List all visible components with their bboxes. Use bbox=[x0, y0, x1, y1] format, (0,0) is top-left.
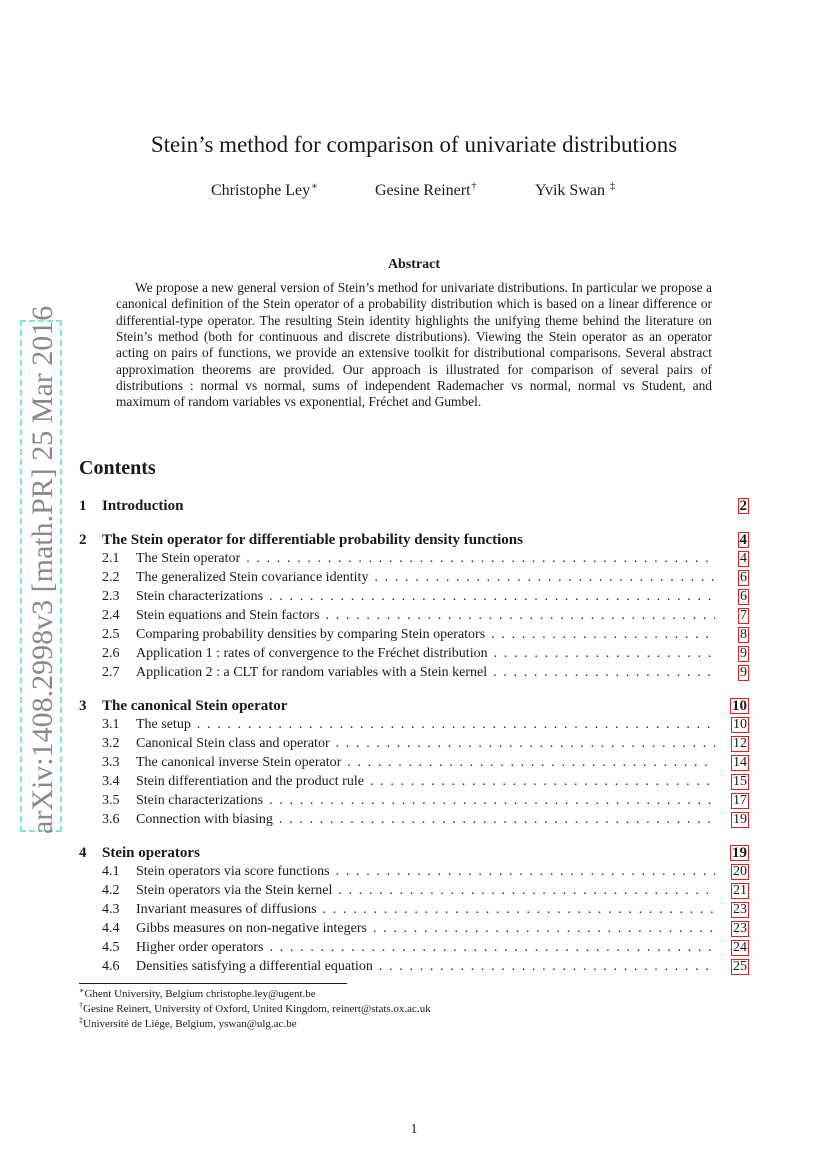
toc-subsection-4-5[interactable] bbox=[79, 939, 749, 957]
toc-page-link[interactable]: 12 bbox=[733, 736, 747, 751]
toc-subsection-entry bbox=[136, 607, 715, 625]
toc-subsection-entry bbox=[136, 664, 715, 682]
footnote-2 bbox=[79, 1003, 431, 1015]
toc-subsection-title: Stein characterizations bbox=[136, 793, 264, 808]
toc-page-link[interactable]: 4 bbox=[739, 532, 747, 548]
toc-page-link[interactable]: 7 bbox=[740, 608, 747, 623]
toc-subsection-number: 4.4 bbox=[102, 921, 120, 936]
toc-subsection-title: Gibbs measures on non-negative integers bbox=[136, 921, 367, 936]
toc-subsection-entry bbox=[136, 773, 715, 791]
toc-page-link[interactable]: 25 bbox=[733, 959, 747, 974]
toc-subsection-2-4[interactable] bbox=[79, 607, 749, 625]
toc-subsection-number: 3.5 bbox=[102, 793, 120, 808]
toc-subsection-3-4[interactable] bbox=[79, 773, 749, 791]
toc-page-link[interactable]: 10 bbox=[732, 698, 747, 714]
toc-subsection-number: 3.4 bbox=[102, 774, 120, 789]
toc-subsection-title: Stein characterizations bbox=[136, 589, 264, 604]
toc-subsection-2-2[interactable] bbox=[79, 569, 749, 587]
toc-subsection-entry bbox=[136, 939, 715, 957]
toc-subsection-2-5[interactable] bbox=[79, 626, 749, 644]
toc-subsection-3-1[interactable] bbox=[79, 716, 749, 734]
author-name: Christophe Ley bbox=[211, 182, 311, 199]
toc-subsection-2-1[interactable] bbox=[79, 550, 749, 568]
toc-subsection-title: The canonical inverse Stein operator bbox=[136, 755, 342, 770]
toc-subsection-number: 2.7 bbox=[102, 665, 120, 680]
author-name: Gesine Reinert bbox=[375, 182, 471, 199]
toc-subsection-number: 3.6 bbox=[102, 812, 120, 827]
footnote-text: Université de Liège, Belgium, yswan@ulg.ac.be bbox=[83, 1018, 297, 1030]
abstract-text: We propose a new general version of Stein’s method for univariate distributions. In particular we propose a canonical definition of the Stein operator of a probability distribution which is based on a linear difference or differential-type operator. The resulting Stein identity highlights the unifying theme behind the literature on Stein’s method (both for continuous and discrete distributions). Viewing the Stein operator as an operator acting on pairs of functions, we provide an extensive toolkit for distributional comparisons. Several abstract approximation theorems are provided. Our approach is illustrated for comparison of several pairs of distributions : normal vs normal, sums of independent Rademacher vs normal, normal vs Student, and maximum of random variables vs exponential, Fréchet and Gumbel. bbox=[116, 280, 712, 410]
toc-subsection-title: Canonical Stein class and operator bbox=[136, 736, 330, 751]
arxiv-stamp[interactable] bbox=[20, 305, 62, 834]
toc-subsection-number: 2.5 bbox=[102, 627, 120, 642]
toc-subsection-3-5[interactable] bbox=[79, 792, 749, 810]
toc-subsection-entry bbox=[136, 569, 715, 587]
toc-subsection-number: 2.6 bbox=[102, 646, 120, 661]
toc-section-number: 1 bbox=[79, 498, 87, 514]
toc-page-link[interactable]: 21 bbox=[733, 883, 747, 898]
footnote-mark: ‡ bbox=[79, 1016, 83, 1025]
toc-subsection-title: The Stein operator bbox=[136, 551, 241, 566]
toc-section-2[interactable] bbox=[79, 531, 749, 549]
toc-subsection-entry bbox=[136, 626, 715, 644]
toc-subsection-entry bbox=[136, 735, 715, 753]
toc-subsection-title: Application 2 : a CLT for random variables with a Stein kernel bbox=[136, 665, 488, 680]
author-swan bbox=[535, 182, 615, 200]
toc-subsection-number: 2.4 bbox=[102, 608, 120, 623]
toc-page-link[interactable]: 6 bbox=[740, 570, 747, 585]
toc-subsection-4-3[interactable] bbox=[79, 901, 749, 919]
toc-section-title: The Stein operator for differentiable probability density functions bbox=[102, 532, 523, 548]
toc-subsection-title: Stein operators via score functions bbox=[136, 864, 330, 879]
toc-subsection-number: 2.3 bbox=[102, 589, 120, 604]
toc-section-number: 4 bbox=[79, 845, 87, 861]
author-ley bbox=[211, 182, 318, 200]
toc-subsection-number: 4.1 bbox=[102, 864, 120, 879]
toc-page-link[interactable]: 15 bbox=[733, 774, 747, 789]
toc-subsection-2-6[interactable] bbox=[79, 645, 749, 663]
toc-subsection-entry bbox=[136, 901, 715, 919]
toc-subsection-4-4[interactable] bbox=[79, 920, 749, 938]
toc-subsection-3-2[interactable] bbox=[79, 735, 749, 753]
footnote-mark[interactable]: ‡ bbox=[609, 181, 615, 192]
toc-subsection-title: Densities satisfying a differential equation bbox=[136, 959, 373, 974]
toc-subsection-title: The generalized Stein covariance identity bbox=[136, 570, 369, 585]
toc-page-link[interactable]: 23 bbox=[733, 902, 747, 917]
toc-subsection-title: Invariant measures of diffusions bbox=[136, 902, 317, 917]
toc-page-link[interactable]: 9 bbox=[740, 665, 747, 680]
toc-section-4[interactable] bbox=[79, 844, 749, 862]
toc-subsection-title: Stein differentiation and the product rule bbox=[136, 774, 364, 789]
toc-subsection-title: Application 1 : rates of convergence to the Fréchet distribution bbox=[136, 646, 488, 661]
footnote-1 bbox=[79, 988, 316, 1000]
toc-subsection-number: 3.1 bbox=[102, 717, 120, 732]
toc-page-link[interactable]: 9 bbox=[740, 646, 747, 661]
toc-section-3[interactable] bbox=[79, 697, 749, 715]
toc-subsection-title: The setup bbox=[136, 717, 191, 732]
toc-subsection-entry bbox=[136, 958, 715, 976]
arxiv-identifier: arXiv:1408.2998v3 [math.PR] 25 Mar 2016 bbox=[26, 305, 59, 834]
toc-page-link[interactable]: 10 bbox=[733, 717, 747, 732]
toc-subsection-number: 2.1 bbox=[102, 551, 120, 566]
toc-subsection-title: Stein equations and Stein factors bbox=[136, 608, 320, 623]
toc-subsection-number: 3.3 bbox=[102, 755, 120, 770]
toc-subsection-entry bbox=[136, 645, 715, 663]
toc-page-link[interactable]: 4 bbox=[740, 551, 747, 566]
toc-page-link[interactable]: 8 bbox=[740, 627, 747, 642]
toc-subsection-entry bbox=[136, 550, 715, 568]
toc-subsection-3-3[interactable] bbox=[79, 754, 749, 772]
toc-subsection-number: 3.2 bbox=[102, 736, 120, 751]
footnote-text: Gesine Reinert, University of Oxford, United Kingdom, reinert@stats.ox.ac.uk bbox=[83, 1003, 431, 1015]
toc-subsection-title: Comparing probability densities by comparing Stein operators bbox=[136, 627, 486, 642]
footnote-mark: † bbox=[79, 1001, 83, 1010]
toc-subsection-number: 2.2 bbox=[102, 570, 120, 585]
toc-page-link[interactable]: 23 bbox=[733, 921, 747, 936]
toc-section-title: The canonical Stein operator bbox=[102, 698, 288, 714]
toc-subsection-4-6[interactable] bbox=[79, 958, 749, 976]
toc-subsection-entry bbox=[136, 588, 715, 606]
toc-subsection-number: 4.6 bbox=[102, 959, 120, 974]
toc-section-number: 2 bbox=[79, 532, 87, 548]
toc-page-link[interactable]: 6 bbox=[740, 589, 747, 604]
toc-section-1[interactable] bbox=[79, 497, 749, 515]
toc-subsection-title: Connection with biasing bbox=[136, 812, 273, 827]
page-number: 1 bbox=[410, 1122, 418, 1137]
footnote-mark: ∗ bbox=[79, 986, 85, 995]
toc-subsection-number: 4.2 bbox=[102, 883, 120, 898]
toc-subsection-title: Higher order operators bbox=[136, 940, 264, 955]
paper-title: Stein’s method for comparison of univariate distributions bbox=[150, 132, 678, 157]
toc-subsection-entry bbox=[136, 882, 715, 900]
toc-section-title: Introduction bbox=[102, 498, 184, 514]
toc-page-link[interactable]: 20 bbox=[733, 864, 747, 879]
toc-subsection-number: 4.5 bbox=[102, 940, 120, 955]
toc-subsection-entry bbox=[136, 920, 715, 938]
toc-subsection-title: Stein operators via the Stein kernel bbox=[136, 883, 333, 898]
author-name: Yvik Swan bbox=[535, 182, 605, 199]
toc-page-link[interactable]: 17 bbox=[733, 793, 747, 808]
toc-section-number: 3 bbox=[79, 698, 87, 714]
toc-subsection-number: 4.3 bbox=[102, 902, 120, 917]
contents-heading: Contents bbox=[79, 457, 156, 479]
toc-page-link[interactable]: 19 bbox=[733, 812, 747, 827]
toc-subsection-entry bbox=[136, 754, 715, 772]
toc-subsection-2-3[interactable] bbox=[79, 588, 749, 606]
toc-section-title: Stein operators bbox=[102, 845, 200, 861]
toc-subsection-entry bbox=[136, 716, 715, 734]
toc-page-link[interactable]: 19 bbox=[732, 845, 747, 861]
toc-page-link[interactable]: 14 bbox=[733, 755, 747, 770]
footnote-divider bbox=[79, 983, 347, 984]
footnote-text: Ghent University, Belgium christophe.ley@ugent.be bbox=[84, 988, 316, 1000]
toc-subsection-4-1[interactable] bbox=[79, 863, 749, 881]
toc-subsection-entry bbox=[136, 863, 715, 881]
footnote-mark[interactable]: ∗ bbox=[311, 181, 318, 192]
toc-page-link[interactable]: 24 bbox=[733, 940, 747, 955]
footnote-mark[interactable]: † bbox=[471, 181, 477, 192]
toc-subsection-entry bbox=[136, 792, 715, 810]
toc-subsection-3-6[interactable] bbox=[79, 811, 749, 829]
toc-subsection-entry bbox=[136, 811, 715, 829]
toc-subsection-4-2[interactable] bbox=[79, 882, 749, 900]
abstract-heading: Abstract bbox=[387, 257, 441, 272]
toc-subsection-2-7[interactable] bbox=[79, 664, 749, 682]
toc-page-link[interactable]: 2 bbox=[739, 498, 747, 514]
author-reinert bbox=[375, 182, 477, 200]
footnote-3 bbox=[79, 1018, 297, 1030]
